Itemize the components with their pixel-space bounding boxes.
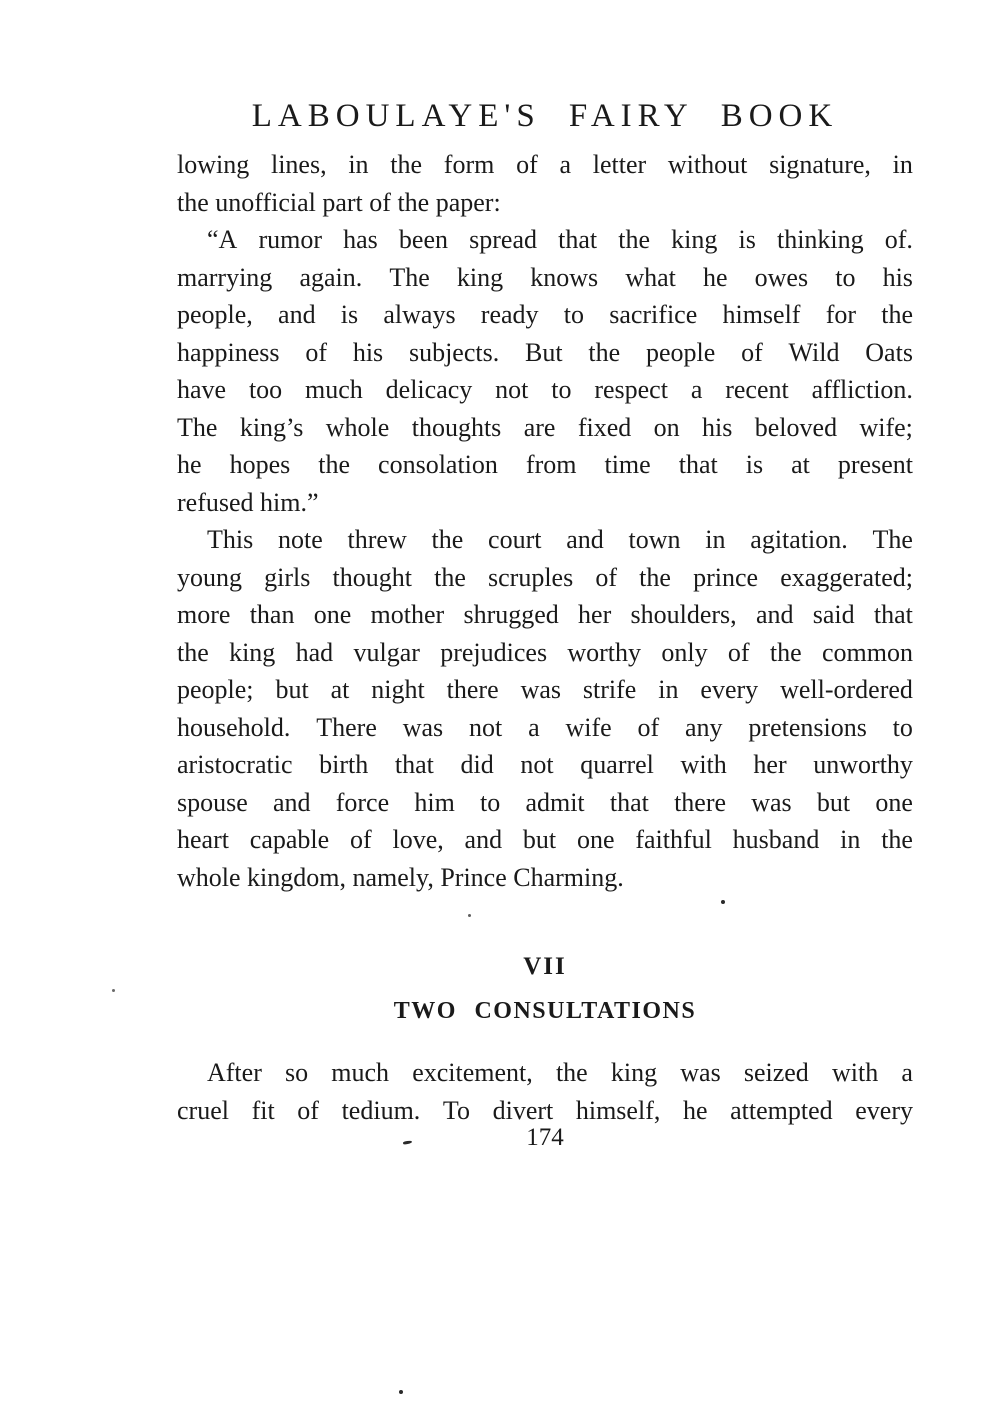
text-line: refused him.” <box>177 487 319 517</box>
text-line: marrying again. The king knows what he owes to his <box>177 262 913 292</box>
text-line: he hopes the consolation from time that is at present <box>177 450 913 479</box>
text-line: After so much excitement, the king was seized with a <box>207 1058 913 1087</box>
text-line: happiness of his subjects. But the people of Wild Oats <box>177 337 913 367</box>
scan-speck <box>468 914 471 917</box>
chapter-title: TWO CONSULTATIONS <box>393 998 697 1024</box>
text-line: “A rumor has been spread that the king is thinking of. <box>207 225 913 254</box>
text-line: cruel fit of tedium. To divert himself, he attempted every <box>177 1095 913 1125</box>
text-line: more than one mother shrugged her shoulders, and said that <box>177 600 913 629</box>
text-line: aristocratic birth that did not quarrel with her unworthy <box>177 750 913 779</box>
text-line: people; but at night there was strife in every well-ordered <box>177 675 913 704</box>
scan-speck <box>112 989 115 992</box>
text-line: spouse and force him to admit that there was but one <box>177 787 913 817</box>
paragraph <box>177 521 913 896</box>
text-line: whole kingdom, namely, Prince Charming. <box>177 862 624 892</box>
scan-speck <box>399 1390 403 1394</box>
text-line: The king’s whole thoughts are fixed on his beloved wife; <box>177 412 913 442</box>
text-line: heart capable of love, and but one faithful husband in the <box>177 825 913 854</box>
text-line: young girls thought the scruples of the prince exaggerated; <box>177 562 913 592</box>
page-number: 174 <box>526 1124 564 1151</box>
text-line: This note threw the court and town in agitation. The <box>207 525 913 554</box>
text-line: household. There was not a wife of any pretensions to <box>177 712 913 742</box>
scan-speck <box>721 900 725 904</box>
text-line: lowing lines, in the form of a letter without signature, in <box>177 150 913 179</box>
text-line: the king had vulgar prejudices worthy only of the common <box>177 637 913 667</box>
running-header: LABOULAYE'S FAIRY BOOK <box>251 98 839 134</box>
text-line: have too much delicacy not to respect a recent affliction. <box>177 375 913 404</box>
text-line: the unofficial part of the paper: <box>177 187 501 217</box>
paragraph <box>177 146 913 221</box>
paragraph <box>177 221 913 521</box>
chapter-number: VII <box>523 953 567 980</box>
paragraph <box>177 1054 913 1129</box>
text-line: people, and is always ready to sacrifice himself for the <box>177 300 913 329</box>
text-column <box>177 146 913 1129</box>
